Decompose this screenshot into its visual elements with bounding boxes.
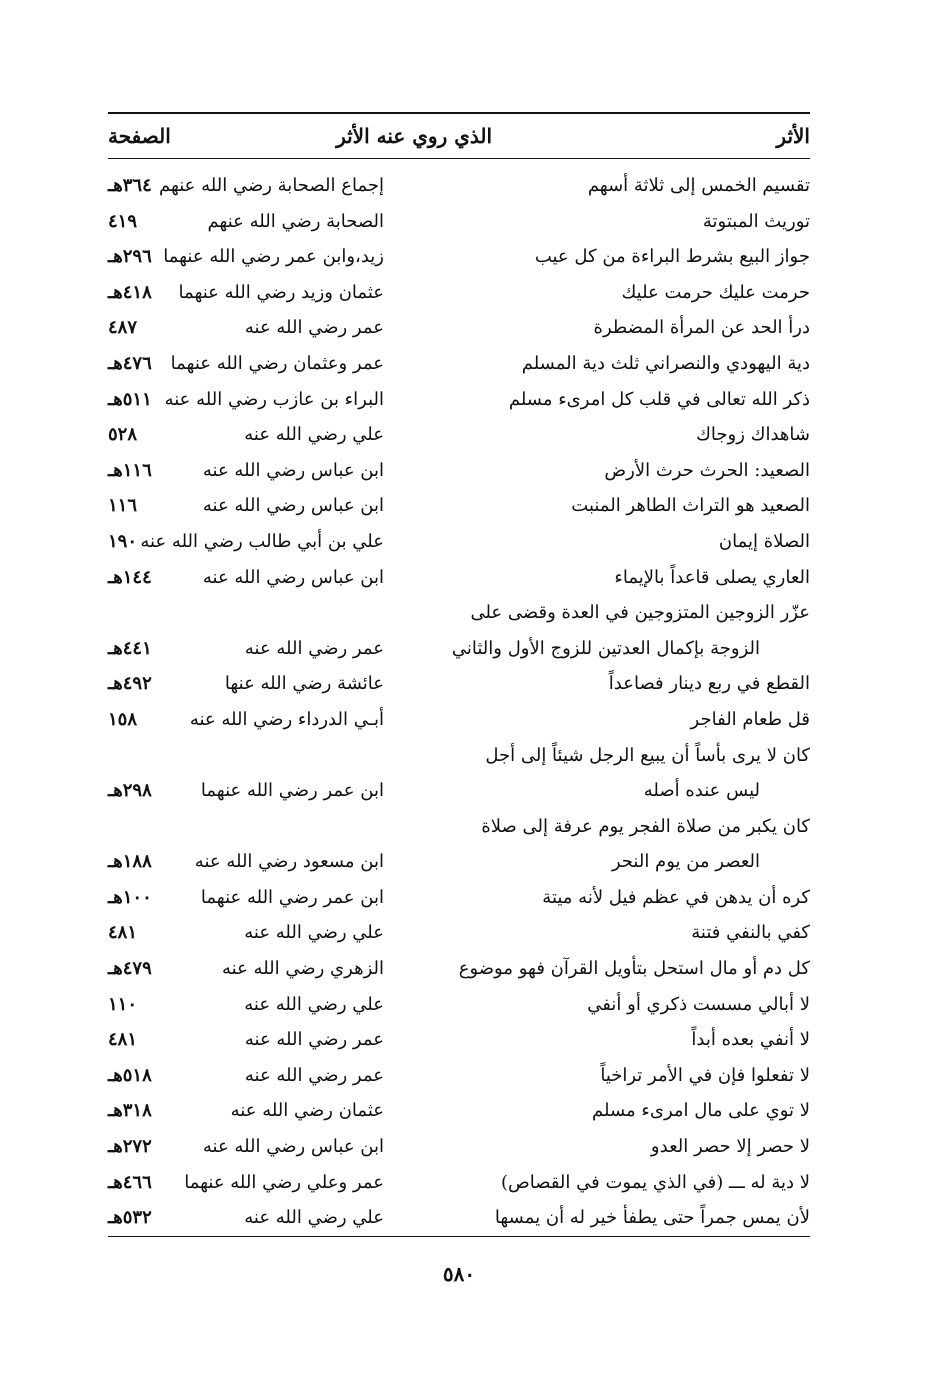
table-row — [108, 239, 810, 275]
narrator-cell: إجماع الصحابة رضي الله عنهم — [158, 175, 384, 196]
page-number: ٥٨٠ — [442, 1262, 476, 1286]
table-row — [108, 453, 810, 489]
athar-text: ذكر الله تعالى في قلب كل امرىء مسلم — [508, 388, 810, 410]
page-ref-cell: ٤٨١ — [108, 922, 138, 944]
page-ref-cell: ٥٢٨ — [108, 424, 138, 446]
table-row — [108, 915, 810, 951]
page-ref-cell: ٢٧٢هـ — [108, 1136, 152, 1158]
athar-cell — [430, 453, 810, 489]
table-row — [108, 738, 810, 809]
table-row — [108, 951, 810, 987]
header-athar: الأثر — [776, 124, 810, 148]
page-ref-cell: ٥١١هـ — [108, 388, 152, 410]
athar-cell — [430, 880, 810, 916]
narrator-cell: الزهري رضي الله عنه — [222, 958, 384, 980]
page-ref-cell: ١٩٠ — [108, 530, 138, 552]
page-ref-cell: ٤٧٩هـ — [108, 958, 152, 980]
athar-text-continued: ليس عنده أصله — [643, 780, 760, 802]
athar-cell — [430, 1093, 810, 1129]
header-rule — [108, 158, 810, 159]
athar-text: درأ الحد عن المرأة المضطرة — [593, 317, 810, 339]
table-row — [108, 1058, 810, 1094]
athar-text: دية اليهودي والنصراني ثلث دية المسلم — [521, 352, 810, 374]
page-ref-cell: ١٠٠هـ — [108, 886, 152, 908]
narrator-cell: عمر رضي الله عنه — [244, 1029, 384, 1051]
table-row — [108, 880, 810, 916]
athar-text: لا حصر إلا حصر العدو — [650, 1136, 810, 1158]
narrator-cell: ابن عباس رضي الله عنه — [202, 495, 384, 517]
page-ref-cell: ٣١٨هـ — [108, 1100, 152, 1122]
athar-text-continued: العصر من يوم النحر — [611, 851, 760, 873]
athar-text: لا أبالي مسست ذكري أو أنفي — [587, 993, 810, 1015]
narrator-cell: ابن عباس رضي الله عنه — [202, 566, 384, 588]
table-row — [108, 666, 810, 702]
athar-text: توريث المبتوتة — [702, 210, 810, 232]
athar-cell — [430, 738, 810, 809]
table-row — [108, 168, 810, 204]
narrator-cell: ابن عمر رضي الله عنهما — [200, 780, 384, 802]
athar-cell — [430, 809, 810, 880]
index-rows — [108, 168, 810, 1236]
table-header — [108, 124, 810, 154]
athar-text: قل طعام الفاجر — [690, 708, 810, 730]
athar-cell — [430, 1129, 810, 1165]
narrator-cell: أبـي الدرداء رضي الله عنه — [189, 708, 384, 730]
athar-text: لا توي على مال امرىء مسلم — [592, 1100, 810, 1122]
athar-cell — [430, 524, 810, 560]
athar-cell — [430, 915, 810, 951]
athar-cell — [430, 666, 810, 702]
page-ref-cell: ١١٠ — [108, 993, 138, 1015]
narrator-cell: البراء بن عازب رضي الله عنه — [164, 388, 384, 410]
narrator-cell: عمر رضي الله عنه — [244, 317, 384, 339]
narrator-cell: ابن مسعود رضي الله عنه — [194, 851, 384, 873]
athar-cell — [430, 275, 810, 311]
narrator-cell: عمر وعثمان رضي الله عنهما — [170, 352, 384, 374]
athar-cell — [430, 382, 810, 418]
table-row — [108, 1093, 810, 1129]
page-ref-cell: ٤٧٦هـ — [108, 352, 152, 374]
page-ref-cell: ٤٨١ — [108, 1029, 138, 1051]
table-row — [108, 275, 810, 311]
athar-text: كره أن يدهن في عظم فيل لأنه ميتة — [542, 886, 810, 908]
table-row — [108, 204, 810, 240]
table-row — [108, 987, 810, 1023]
page-ref-cell: ٥١٨هـ — [108, 1064, 152, 1086]
athar-cell — [430, 168, 810, 204]
table-row — [108, 346, 810, 382]
athar-cell — [430, 488, 810, 524]
athar-text-continued: الزوجة بإكمال العدتين للزوج الأول والثاني — [451, 637, 760, 659]
athar-cell — [430, 560, 810, 596]
narrator-cell: ابن عمر رضي الله عنهما — [200, 886, 384, 908]
table-row — [108, 1165, 810, 1201]
table-row — [108, 1200, 810, 1236]
narrator-cell: عثمان رضي الله عنه — [230, 1100, 384, 1122]
narrator-cell: عمر رضي الله عنه — [244, 637, 384, 659]
page-ref-cell: ١٤٤هـ — [108, 566, 152, 588]
narrator-cell: علي رضي الله عنه — [244, 922, 384, 944]
narrator-cell: الصحابة رضي الله عنهم — [207, 210, 384, 232]
page-ref-cell: ٤١٨هـ — [108, 281, 152, 303]
athar-text: لا أنفي بعده أبداً — [691, 1029, 810, 1051]
narrator-cell: علي بن أبي طالب رضي الله عنه — [140, 530, 384, 552]
page-ref-cell: ٤٨٧ — [108, 317, 138, 339]
athar-text: العاري يصلى قاعداً بالإيماء — [614, 566, 810, 588]
table-row — [108, 1129, 810, 1165]
athar-text: الصلاة إيمان — [718, 530, 810, 552]
athar-cell — [430, 346, 810, 382]
bottom-rule — [108, 1236, 810, 1237]
page-ref-cell: ٤٦٦هـ — [108, 1171, 152, 1193]
athar-cell — [430, 987, 810, 1023]
table-row — [108, 595, 810, 666]
athar-text: القطع في ربع دينار فصاعداً — [608, 673, 810, 695]
table-row — [108, 417, 810, 453]
athar-text: كان يكبر من صلاة الفجر يوم عرفة إلى صلاة — [481, 815, 810, 837]
athar-text: عزّر الزوجين المتزوجين في العدة وقضى على — [470, 602, 810, 624]
page-ref-cell: ٤٩٢هـ — [108, 673, 152, 695]
athar-cell — [430, 951, 810, 987]
page-ref-cell: ٤٤١هـ — [108, 637, 152, 659]
athar-cell — [430, 1022, 810, 1058]
athar-text: جواز البيع بشرط البراءة من كل عيب — [534, 246, 810, 268]
athar-cell — [430, 204, 810, 240]
narrator-cell: عمر وعلي رضي الله عنهما — [184, 1171, 384, 1193]
narrator-cell: عمر رضي الله عنه — [244, 1064, 384, 1086]
athar-text: الصعيد هو التراث الطاهر المنبت — [571, 495, 810, 517]
athar-cell — [430, 239, 810, 275]
page-ref-cell: ٢٩٨هـ — [108, 780, 152, 802]
narrator-cell: عثمان وزيد رضي الله عنهما — [178, 281, 384, 303]
narrator-cell: زيد،وابن عمر رضي الله عنهما — [163, 246, 384, 268]
athar-text: شاهداك زوجاك — [696, 424, 810, 446]
table-row — [108, 702, 810, 738]
narrator-cell: علي رضي الله عنه — [244, 1207, 384, 1229]
table-row — [108, 310, 810, 346]
athar-cell — [430, 1200, 810, 1236]
page-ref-cell: ٣٦٤هـ — [108, 175, 152, 196]
table-row — [108, 1022, 810, 1058]
page-ref-cell: ٥٣٢هـ — [108, 1207, 152, 1229]
athar-text: تقسيم الخمس إلى ثلاثة أسهم — [587, 175, 810, 196]
narrator-cell: علي رضي الله عنه — [244, 993, 384, 1015]
top-rule — [108, 112, 810, 114]
athar-text: حرمت عليك حرمت عليك — [621, 281, 810, 303]
athar-text: لا دية له ـــ (في الذي يموت في القصاص) — [500, 1171, 810, 1193]
page-ref-cell: ١٨٨هـ — [108, 851, 152, 873]
athar-cell — [430, 595, 810, 666]
table-row — [108, 382, 810, 418]
table-row — [108, 524, 810, 560]
athar-text: لأن يمس جمراً حتى يطفأ خير له أن يمسها — [494, 1207, 810, 1229]
athar-cell — [430, 417, 810, 453]
page-ref-cell: ١٥٨ — [108, 708, 138, 730]
header-page: الصفحة — [108, 124, 171, 148]
page-ref-cell: ١١٦هـ — [108, 459, 152, 481]
page-ref-cell: ١١٦ — [108, 495, 138, 517]
athar-cell — [430, 702, 810, 738]
table-row — [108, 560, 810, 596]
narrator-cell: ابن عباس رضي الله عنه — [202, 1136, 384, 1158]
table-row — [108, 809, 810, 880]
athar-cell — [430, 310, 810, 346]
narrator-cell: عائشة رضي الله عنها — [224, 673, 384, 695]
athar-text: لا تفعلوا فإن في الأمر تراخياً — [600, 1064, 810, 1086]
athar-text: كل دم أو مال استحل بتأويل القرآن فهو موضوع — [458, 958, 810, 980]
narrator-cell: ابن عباس رضي الله عنه — [202, 459, 384, 481]
athar-text: كفي بالنفي فتنة — [691, 922, 810, 944]
narrator-cell: علي رضي الله عنه — [244, 424, 384, 446]
athar-cell — [430, 1058, 810, 1094]
athar-text: الصعيد: الحرث حرث الأرض — [604, 459, 810, 481]
page-ref-cell: ٤١٩ — [108, 210, 138, 232]
athar-text: كان لا يرى بأساً أن يبيع الرجل شيئاً إلى أجل — [485, 744, 810, 766]
page-ref-cell: ٢٩٦هـ — [108, 246, 152, 268]
header-narrator: الذي روي عنه الأثر — [336, 124, 492, 148]
table-row — [108, 488, 810, 524]
athar-cell — [430, 1165, 810, 1201]
